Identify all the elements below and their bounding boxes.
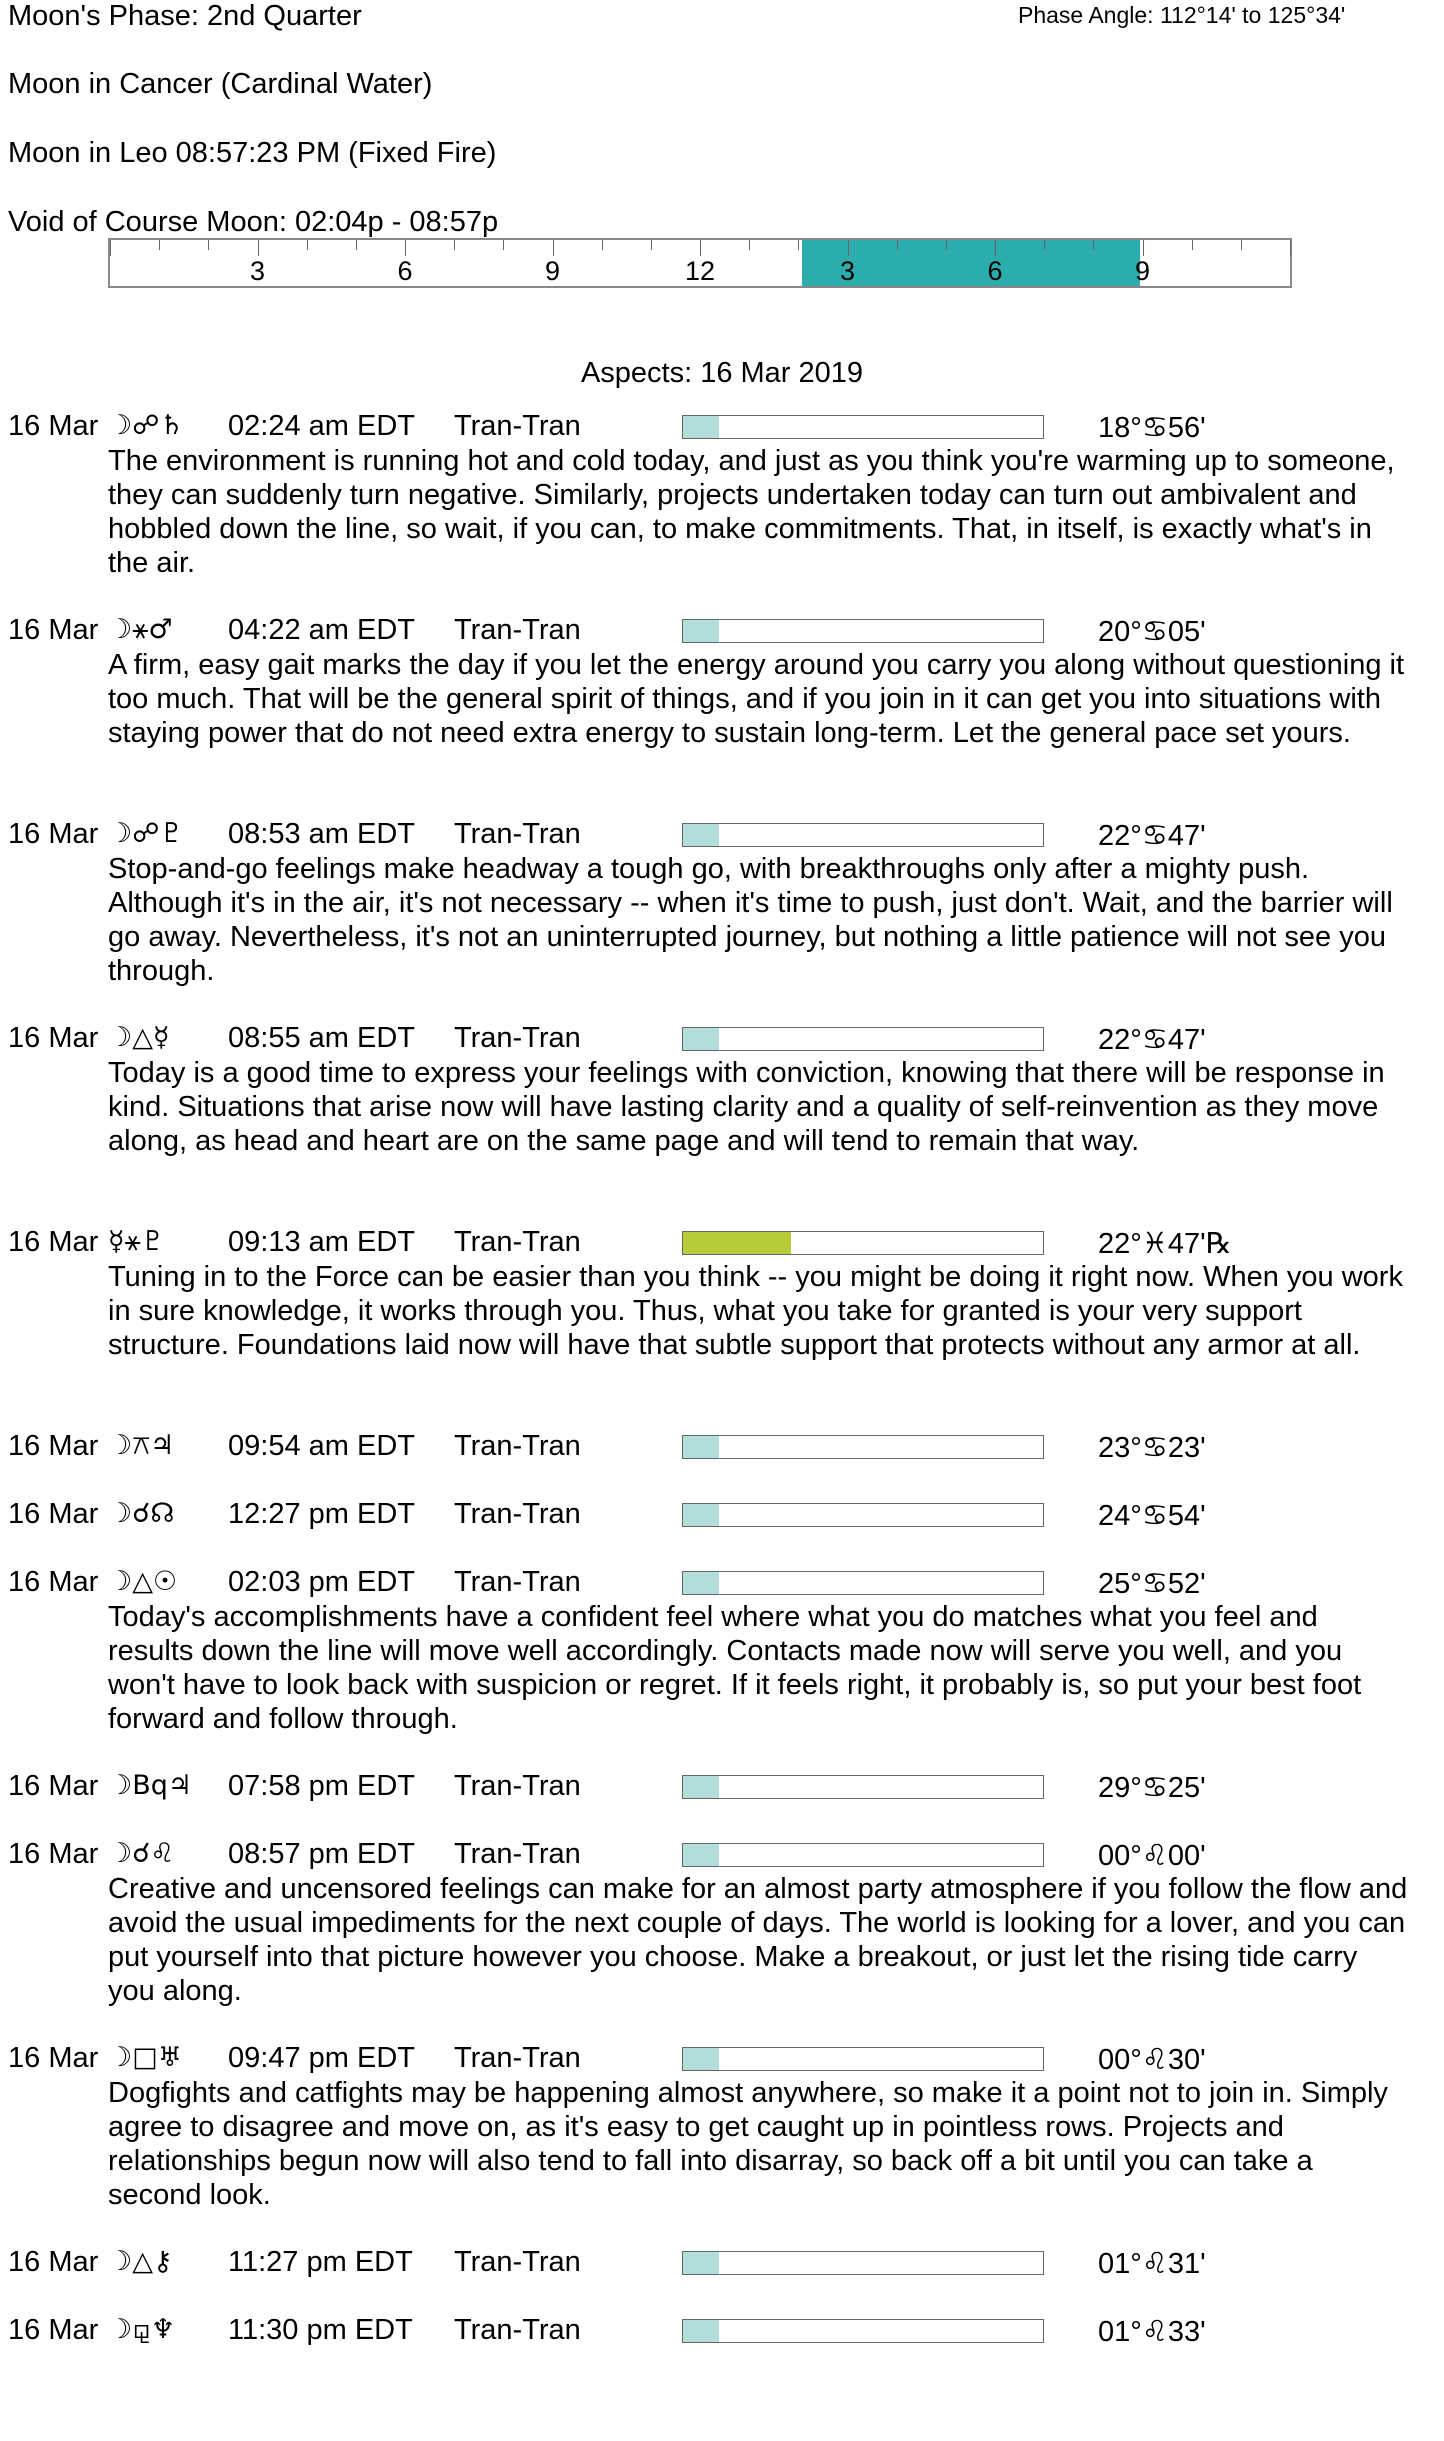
aspect-position: 00°♌00' [1098,1840,1206,1872]
aspect-position: 24°♋54' [1098,1500,1206,1532]
timeline-tick [503,240,504,250]
moon-phase: Moon's Phase: 2nd Quarter [8,0,362,32]
aspect-symbols: ☽⚹♂ [108,614,173,645]
aspect-date: 16 Mar [8,2042,99,2074]
aspect-row [0,2246,1444,2280]
aspect-position: 20°♋05' [1098,616,1206,648]
aspect-strength-fill [683,416,719,438]
aspect-description: Today's accomplishments have a confident feel where what you do matches what you feel and results down the line will move well accordingly. Contacts made now will serve you well, and you won't have to look back with suspicion or regret. If it feels right, it probably is, so put your best foot forward and follow through. [108,1601,1362,1735]
aspect-time: 09:47 pm EDT [228,2042,415,2074]
timeline-tick [946,240,947,250]
aspect-strength-fill [683,2320,719,2342]
aspects-title: Aspects: 16 Mar 2019 [580,357,864,389]
aspect-row [0,818,1444,852]
timeline-tick [553,240,554,256]
void-timeline [108,238,1292,288]
aspect-strength-bar [682,1435,1044,1459]
aspect-description: A firm, easy gait marks the day if you let the energy around you carry you along without questioning it too much. That will be the general spirit of things, and if you join in it can get you into situations with staying power that do not need extra energy to sustain long-term. Let the general pace set yours. [108,649,1405,749]
aspect-position: 29°♋25' [1098,1772,1206,1804]
aspect-date: 16 Mar [8,1226,99,1258]
aspect-date: 16 Mar [8,1566,99,1598]
aspect-row [0,1226,1444,1260]
aspect-type: Tran-Tran [454,1838,581,1870]
aspect-symbols: ☽△☿ [108,1022,170,1053]
moon-ingress: Moon in Leo 08:57:23 PM (Fixed Fire) [8,137,497,169]
timeline-tick [110,240,111,256]
aspect-description: Stop-and-go feelings make headway a tough go, with breakthroughs only after a mighty push. Although it's in the air, it's not necessary -- when it's time to push, just don't. Wait, and the barrier will go away. Nevertheless, it's not an uninterrupted journey, but nothing a little patience will not see you through. [108,853,1393,987]
aspect-date: 16 Mar [8,1430,99,1462]
timeline-hour-label: 9 [544,256,561,286]
timeline-tick [798,240,799,250]
aspect-strength-bar [682,823,1044,847]
aspect-symbols: ☽⚼♆ [108,2314,176,2345]
aspect-strength-bar [682,1027,1044,1051]
aspect-date: 16 Mar [8,1022,99,1054]
timeline-tick [651,240,652,250]
aspect-time: 08:53 am EDT [228,818,415,850]
timeline-hour-label: 12 [684,256,716,286]
aspect-date: 16 Mar [8,2246,99,2278]
aspect-description: Creative and uncensored feelings can make for an almost party atmosphere if you follow the flow and avoid the usual impediments for the next couple of days. The world is looking for a lover, and you can put yourself into that picture however you choose. Make a breakout, or just let the rising tide carry you along. [108,1873,1408,2007]
timeline-tick [307,240,308,250]
aspect-row [0,2314,1444,2348]
aspect-description: Today is a good time to express your feelings with conviction, knowing that there will be response in kind. Situations that arise now will have lasting clarity and a quality of self-reinvention as they move along, as head and heart are on the same page and will tend to remain that way. [108,1057,1385,1157]
aspect-type: Tran-Tran [454,1498,581,1530]
aspect-type: Tran-Tran [454,1226,581,1258]
aspect-position: 01°♌31' [1098,2248,1206,2280]
aspect-strength-fill [683,1844,719,1866]
timeline-hour-label: 3 [839,256,856,286]
aspect-strength-fill [683,620,719,642]
aspect-time: 07:58 pm EDT [228,1770,415,1802]
aspect-row [0,614,1444,648]
aspect-position: 18°♋56' [1098,412,1206,444]
timeline-hour-label: 9 [1134,256,1151,286]
timeline-tick [749,240,750,250]
aspect-type: Tran-Tran [454,1566,581,1598]
aspect-strength-bar [682,1843,1044,1867]
aspect-row [0,1838,1444,1872]
aspect-strength-fill [683,1232,791,1254]
aspect-time: 02:24 am EDT [228,410,415,442]
phase-angle: Phase Angle: 112°14' to 125°34' [1018,2,1346,28]
aspect-strength-fill [683,1504,719,1526]
aspect-position: 23°♋23' [1098,1432,1206,1464]
timeline-tick [995,240,996,256]
aspect-time: 08:55 am EDT [228,1022,415,1054]
moon-sign: Moon in Cancer (Cardinal Water) [8,68,433,100]
aspect-date: 16 Mar [8,614,99,646]
aspect-symbols: ☽△⚷ [108,2246,173,2277]
aspect-position: 22°♋47' [1098,820,1206,852]
timeline-tick [602,240,603,250]
timeline-tick [1290,240,1291,256]
aspect-symbols: ☽△☉ [108,1566,178,1597]
aspect-time: 02:03 pm EDT [228,1566,415,1598]
aspect-symbols: ☽☌☊ [108,1498,175,1529]
aspect-type: Tran-Tran [454,1430,581,1462]
aspect-strength-fill [683,1028,719,1050]
aspect-time: 11:30 pm EDT [228,2314,413,2346]
aspect-type: Tran-Tran [454,410,581,442]
aspect-description: The environment is running hot and cold today, and just as you think you're warming up to someone, they can suddenly turn negative. Similarly, projects undertaken today can turn out ambivalent and hobbled down the line, so wait, if you can, to make commitments. That, in itself, is exactly what's in the air. [108,445,1395,579]
aspect-row [0,1770,1444,1804]
aspect-type: Tran-Tran [454,1770,581,1802]
aspect-position: 22°♓47'℞ [1098,1228,1232,1260]
timeline-tick [454,240,455,250]
aspect-symbols: ☽☍♄ [108,410,184,441]
aspect-time: 04:22 am EDT [228,614,415,646]
aspect-type: Tran-Tran [454,614,581,646]
aspect-strength-bar [682,1571,1044,1595]
aspect-row [0,2042,1444,2076]
aspect-row [0,1566,1444,1600]
aspect-position: 22°♋47' [1098,1024,1206,1056]
timeline-hour-label: 6 [397,256,413,286]
timeline-tick [1093,240,1094,250]
aspect-type: Tran-Tran [454,1022,581,1054]
aspect-strength-bar [682,1775,1044,1799]
timeline-tick [1241,240,1242,250]
aspect-row [0,1430,1444,1464]
timeline-tick [1192,240,1193,250]
aspect-description: Tuning in to the Force can be easier than you think -- you might be doing it right now. When you work in sure knowledge, it works through you. Thus, what you take for granted is your very support structure. Foundations laid now will have that subtle support that protects without any armor at all. [108,1261,1403,1361]
aspect-strength-fill [683,1572,719,1594]
aspect-row [0,410,1444,444]
timeline-tick [208,240,209,250]
aspect-strength-bar [682,2319,1044,2343]
timeline-tick [848,240,849,256]
aspect-symbols: ☽□♅ [108,2042,182,2073]
aspect-strength-bar [682,2251,1044,2275]
aspect-type: Tran-Tran [454,2314,581,2346]
aspect-position: 01°♌33' [1098,2316,1206,2348]
aspect-strength-bar [682,1503,1044,1527]
aspect-type: Tran-Tran [454,818,581,850]
aspect-strength-fill [683,824,719,846]
aspect-position: 00°♌30' [1098,2044,1206,2076]
timeline-tick [356,240,357,250]
aspect-time: 08:57 pm EDT [228,1838,415,1870]
aspect-description: Dogfights and catfights may be happening almost anywhere, so make it a point not to join in. Simply agree to disagree and move on, as it's easy to get caught up in pointless rows. Projects and relationships begun now will also tend to fall into disarray, so back off a bit until you can take a second look. [108,2077,1388,2211]
aspect-date: 16 Mar [8,1838,99,1870]
aspect-strength-fill [683,1776,719,1798]
aspect-date: 16 Mar [8,1498,99,1530]
aspect-time: 09:13 am EDT [228,1226,415,1258]
timeline-hour-label: 3 [249,256,266,286]
aspect-row [0,1022,1444,1056]
void-of-course: Void of Course Moon: 02:04p - 08:57p [8,206,499,238]
timeline-tick [258,240,259,256]
aspect-symbols: ☽☌♌ [108,1838,175,1869]
aspect-symbols: ☿⚹♇ [108,1226,165,1257]
aspect-strength-fill [683,2048,719,2070]
aspect-date: 16 Mar [8,818,99,850]
aspect-row [0,1498,1444,1532]
aspect-strength-fill [683,1436,719,1458]
timeline-tick [405,240,406,256]
timeline-tick [1044,240,1045,250]
aspect-date: 16 Mar [8,1770,99,1802]
aspect-symbols: ☽Bq♃ [108,1770,193,1801]
aspect-strength-bar [682,1231,1044,1255]
aspect-time: 09:54 am EDT [228,1430,415,1462]
timeline-tick [1143,240,1144,256]
aspect-strength-bar [682,415,1044,439]
aspect-date: 16 Mar [8,410,99,442]
aspect-position: 25°♋52' [1098,1568,1206,1600]
aspect-date: 16 Mar [8,2314,99,2346]
timeline-tick [897,240,898,250]
aspect-type: Tran-Tran [454,2246,581,2278]
aspect-strength-fill [683,2252,719,2274]
aspect-type: Tran-Tran [454,2042,581,2074]
aspect-strength-bar [682,619,1044,643]
aspect-time: 11:27 pm EDT [228,2246,413,2278]
aspect-symbols: ☽☍♇ [108,818,184,849]
timeline-tick [159,240,160,250]
aspect-symbols: ☽⚻♃ [108,1430,175,1461]
timeline-tick [700,240,701,256]
timeline-hour-label: 6 [987,256,1003,286]
aspect-time: 12:27 pm EDT [228,1498,415,1530]
aspect-strength-bar [682,2047,1044,2071]
